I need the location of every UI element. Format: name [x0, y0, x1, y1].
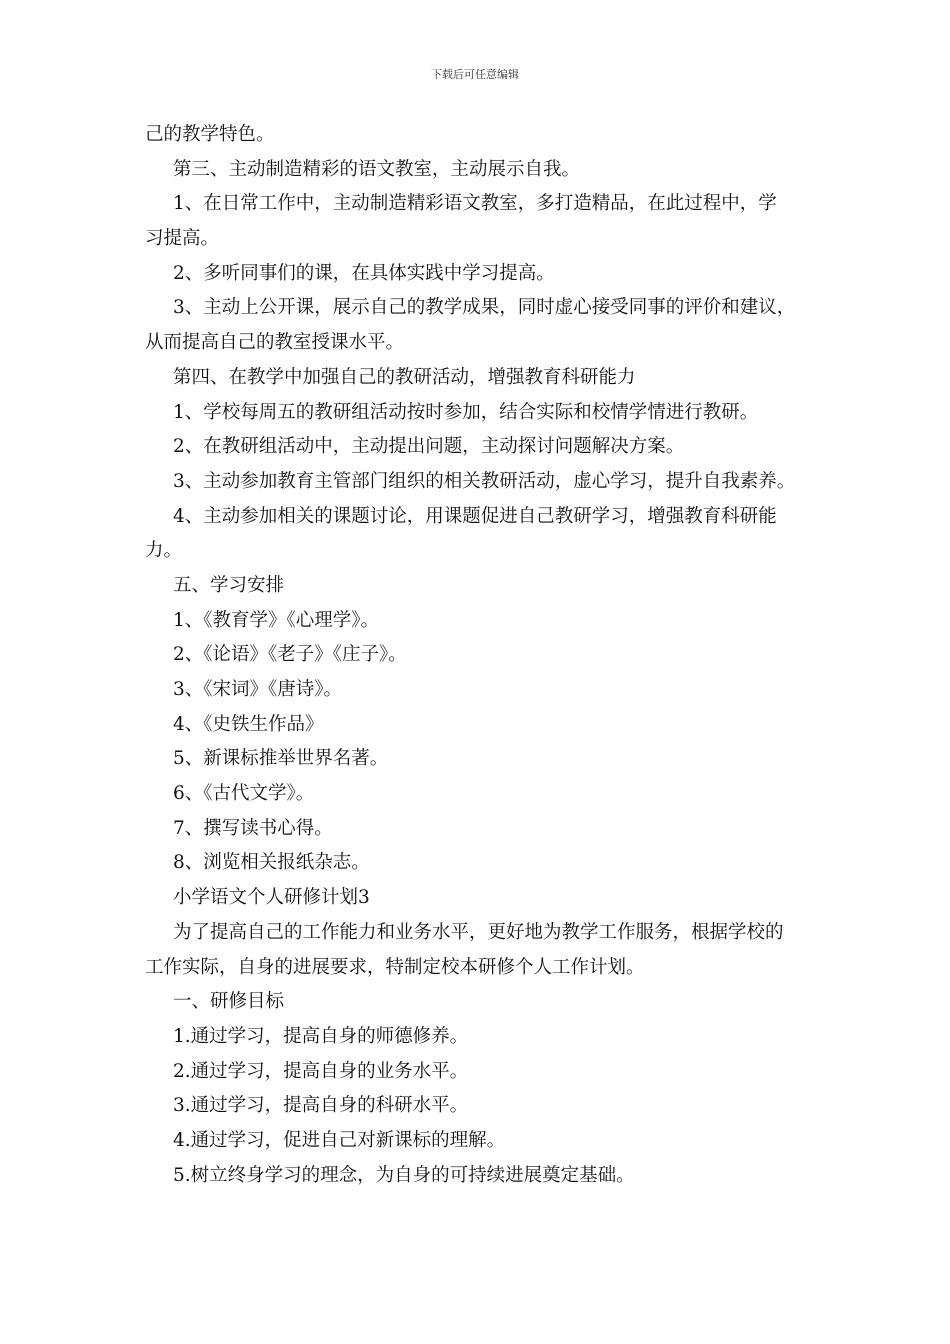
text-line: 3、主动参加教育主管部门组织的相关教研活动，虚心学习，提升自我素养。: [173, 470, 796, 492]
text-line: 工作实际，自身的进展要求，特制定校本研修个人工作计划。: [145, 956, 645, 978]
text-line: 己的教学特色。: [145, 124, 275, 145]
text-line: 一、研修目标: [173, 991, 285, 1013]
text-line: 力。: [145, 540, 183, 562]
text-line: 第四、在教学中加强自己的教研活动，增强教育科研能力: [173, 366, 636, 388]
text-line: 3、主动上公开课，展示自己的教学成果，同时虚心接受同事的评价和建议，: [173, 297, 796, 319]
text-line: 2、《论语》《老子》《庄子》。: [173, 644, 407, 666]
text-line: 4、主动参加相关的课题讨论，用课题促进自己教研学习，增强教育科研能: [173, 505, 777, 527]
text-line: 5.树立终身学习的理念，为自身的可持续进展奠定基础。: [173, 1164, 635, 1186]
text-line: 第三、主动制造精彩的语文教室，主动展示自我。: [173, 158, 581, 180]
text-line: 从而提高自己的教室授课水平。: [145, 332, 405, 354]
text-line: 习提高。: [145, 228, 220, 250]
text-line: 五、学习安排: [173, 574, 285, 596]
text-line: 2.通过学习，提高自身的业务水平。: [173, 1060, 469, 1082]
text-line: 1、学校每周五的教研组活动按时参加，结合实际和校情学情进行教研。: [173, 401, 759, 423]
document-body: [145, 118, 825, 1193]
text-line: 1、在日常工作中，主动制造精彩语文教室，多打造精品，在此过程中，学: [173, 193, 777, 215]
text-line: 为了提高自己的工作能力和业务水平，更好地为教学工作服务，根据学校的: [173, 921, 784, 943]
text-line: 6、《古代文学》。: [173, 783, 315, 805]
text-line: 3.通过学习，提高自身的科研水平。: [173, 1095, 469, 1117]
text-line: 8、浏览相关报纸杂志。: [173, 852, 370, 874]
text-line: 7、撰写读书心得。: [173, 817, 333, 839]
text-line: 2、多听同事们的课，在具体实践中学习提高。: [173, 262, 555, 284]
page-header: 下载后可任意编辑: [431, 68, 519, 81]
text-line: 5、新课标推举世界名著。: [173, 748, 389, 770]
text-line: 4、《史铁生作品》: [173, 713, 324, 735]
text-line: 1.通过学习，提高自身的师德修养。: [173, 1025, 469, 1047]
text-line: 3、《宋词》《唐诗》。: [173, 679, 343, 700]
text-line: 2、在教研组活动中，主动提出问题，主动探讨问题解决方案。: [173, 436, 685, 458]
text-line: 4.通过学习，促进自己对新课标的理解。: [173, 1129, 506, 1151]
text-line: 小学语文个人研修计划3: [173, 887, 370, 909]
text-line: 1、《教育学》《心理学》。: [173, 609, 380, 631]
